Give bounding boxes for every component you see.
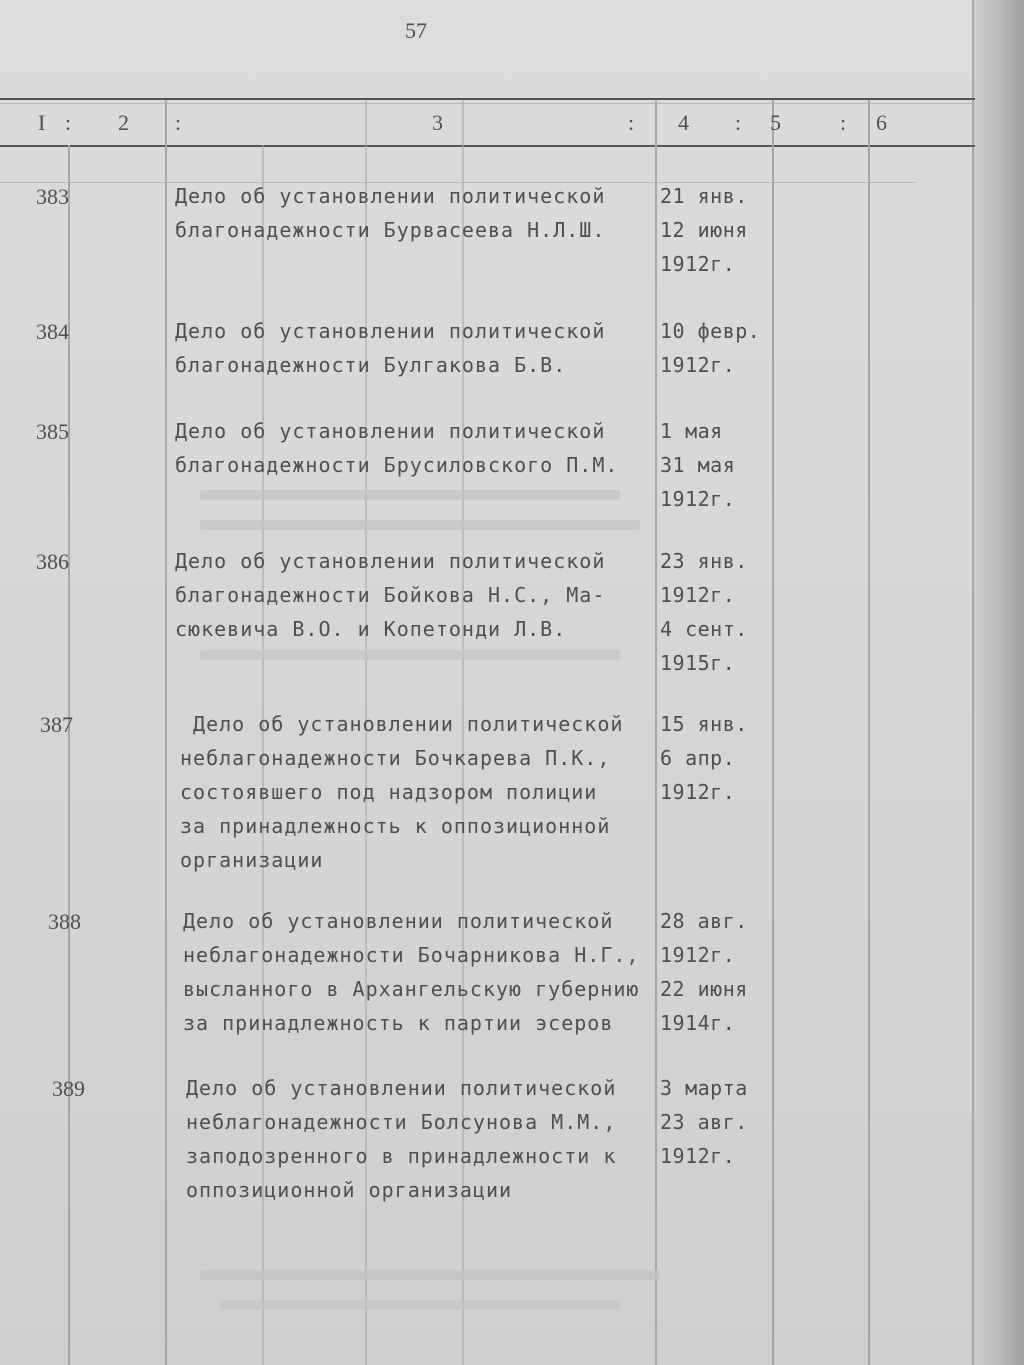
entry-description-line: сюкевича В.О. и Копетонди Л.В. — [175, 617, 567, 641]
page-number: 57 — [405, 18, 427, 43]
entry-date-line: 6 апр. — [660, 746, 736, 770]
entry-date-line: 15 янв. — [660, 712, 748, 736]
bleed-through-mark — [200, 520, 640, 530]
header-column-label: : — [628, 110, 635, 135]
entry-number: 383 — [36, 184, 69, 209]
column-line — [868, 100, 870, 1365]
entry-description-line: неблагонадежности Бочкарева П.К., — [180, 746, 611, 770]
entry-date-line: 1912г. — [660, 487, 736, 511]
header-column-label: : — [175, 110, 182, 135]
bleed-through-mark — [200, 650, 620, 660]
entry-date-line: 22 июня — [660, 977, 748, 1001]
column-line — [165, 100, 167, 1365]
entry-date-line: 4 сент. — [660, 617, 748, 641]
header-faint-rule — [0, 103, 975, 104]
entry-date-line: 10 февр. — [660, 319, 761, 343]
entry-date-line: 1912г. — [660, 780, 736, 804]
entry-date-line: 1912г. — [660, 583, 736, 607]
header-column-label: 4 — [678, 110, 689, 135]
entry-number: 388 — [48, 909, 81, 934]
header-column-label: 5 — [770, 110, 781, 135]
entry-date-line: 12 июня — [660, 218, 748, 242]
bleed-through-mark — [220, 1300, 620, 1310]
entry-date-line: 1912г. — [660, 943, 736, 967]
entry-description-line: Дело об установлении политической — [186, 1076, 617, 1100]
entry-description-line: благонадежности Брусиловского П.М. — [175, 453, 619, 477]
entry-description-line: оппозиционной организации — [186, 1178, 513, 1202]
page-edge — [972, 0, 1024, 1365]
entry-date-line: 31 мая — [660, 453, 736, 477]
entry-date-line: 1912г. — [660, 1144, 736, 1168]
entry-date-line: 23 янв. — [660, 549, 748, 573]
entry-description-line: Дело об установлении политической — [175, 184, 606, 208]
entry-description-line: за принадлежность к оппозиционной — [180, 814, 611, 838]
entry-number: 389 — [52, 1076, 85, 1101]
header-column-label: I — [38, 110, 46, 135]
header-column-label: : — [65, 110, 72, 135]
entry-description-line: состоявшего под надзором полиции — [180, 780, 598, 804]
entry-number: 384 — [36, 319, 69, 344]
entry-date-line: 1915г. — [660, 651, 736, 675]
page-edge-line — [972, 0, 974, 1365]
entry-description-line: Дело об установлении политической — [175, 319, 606, 343]
entry-description-line: организации — [180, 848, 324, 872]
entry-date-line: 1912г. — [660, 252, 736, 276]
header-bottom-rule — [0, 145, 975, 147]
entry-description-line: заподозренного в принадлежности к — [186, 1144, 617, 1168]
entry-description-line: Дело об установлении политической — [180, 712, 624, 736]
entry-description-line: благонадежности Бурвасеева Н.Л.Ш. — [175, 218, 606, 242]
entry-date-line: 1912г. — [660, 353, 736, 377]
header-column-label: : — [840, 110, 847, 135]
entry-date-line: 1914г. — [660, 1011, 736, 1035]
header-column-label: : — [735, 110, 742, 135]
entry-date-line: 21 янв. — [660, 184, 748, 208]
entry-date-line: 28 авг. — [660, 909, 748, 933]
entry-date-line: 1 мая — [660, 419, 723, 443]
entry-description-line: за принадлежность к партии эсеров — [183, 1011, 614, 1035]
entry-description-line: высланного в Архангельскую губернию — [183, 977, 640, 1001]
header-column-label: 2 — [118, 110, 129, 135]
bleed-through-mark — [200, 490, 620, 500]
entry-description-line: Дело об установлении политической — [183, 909, 614, 933]
header-top-rule — [0, 98, 975, 100]
entry-description-line: благонадежности Бойкова Н.С., Ма- — [175, 583, 606, 607]
entry-date-line: 3 марта — [660, 1076, 748, 1100]
entry-description-line: Дело об установлении политической — [175, 419, 606, 443]
entry-description-line: благонадежности Булгакова Б.В. — [175, 353, 567, 377]
column-line — [655, 100, 657, 1365]
entry-number: 387 — [40, 712, 73, 737]
entry-description-line: Дело об установлении политической — [175, 549, 606, 573]
header-column-label: 3 — [432, 110, 443, 135]
entry-date-line: 23 авг. — [660, 1110, 748, 1134]
entry-description-line: неблагонадежности Бочарникова Н.Г., — [183, 943, 640, 967]
header-column-label: 6 — [876, 110, 887, 135]
bleed-through-mark — [200, 1270, 660, 1280]
entry-number: 385 — [36, 419, 69, 444]
entry-description-line: неблагонадежности Болсунова М.М., — [186, 1110, 617, 1134]
column-line — [772, 100, 774, 1365]
entry-number: 386 — [36, 549, 69, 574]
